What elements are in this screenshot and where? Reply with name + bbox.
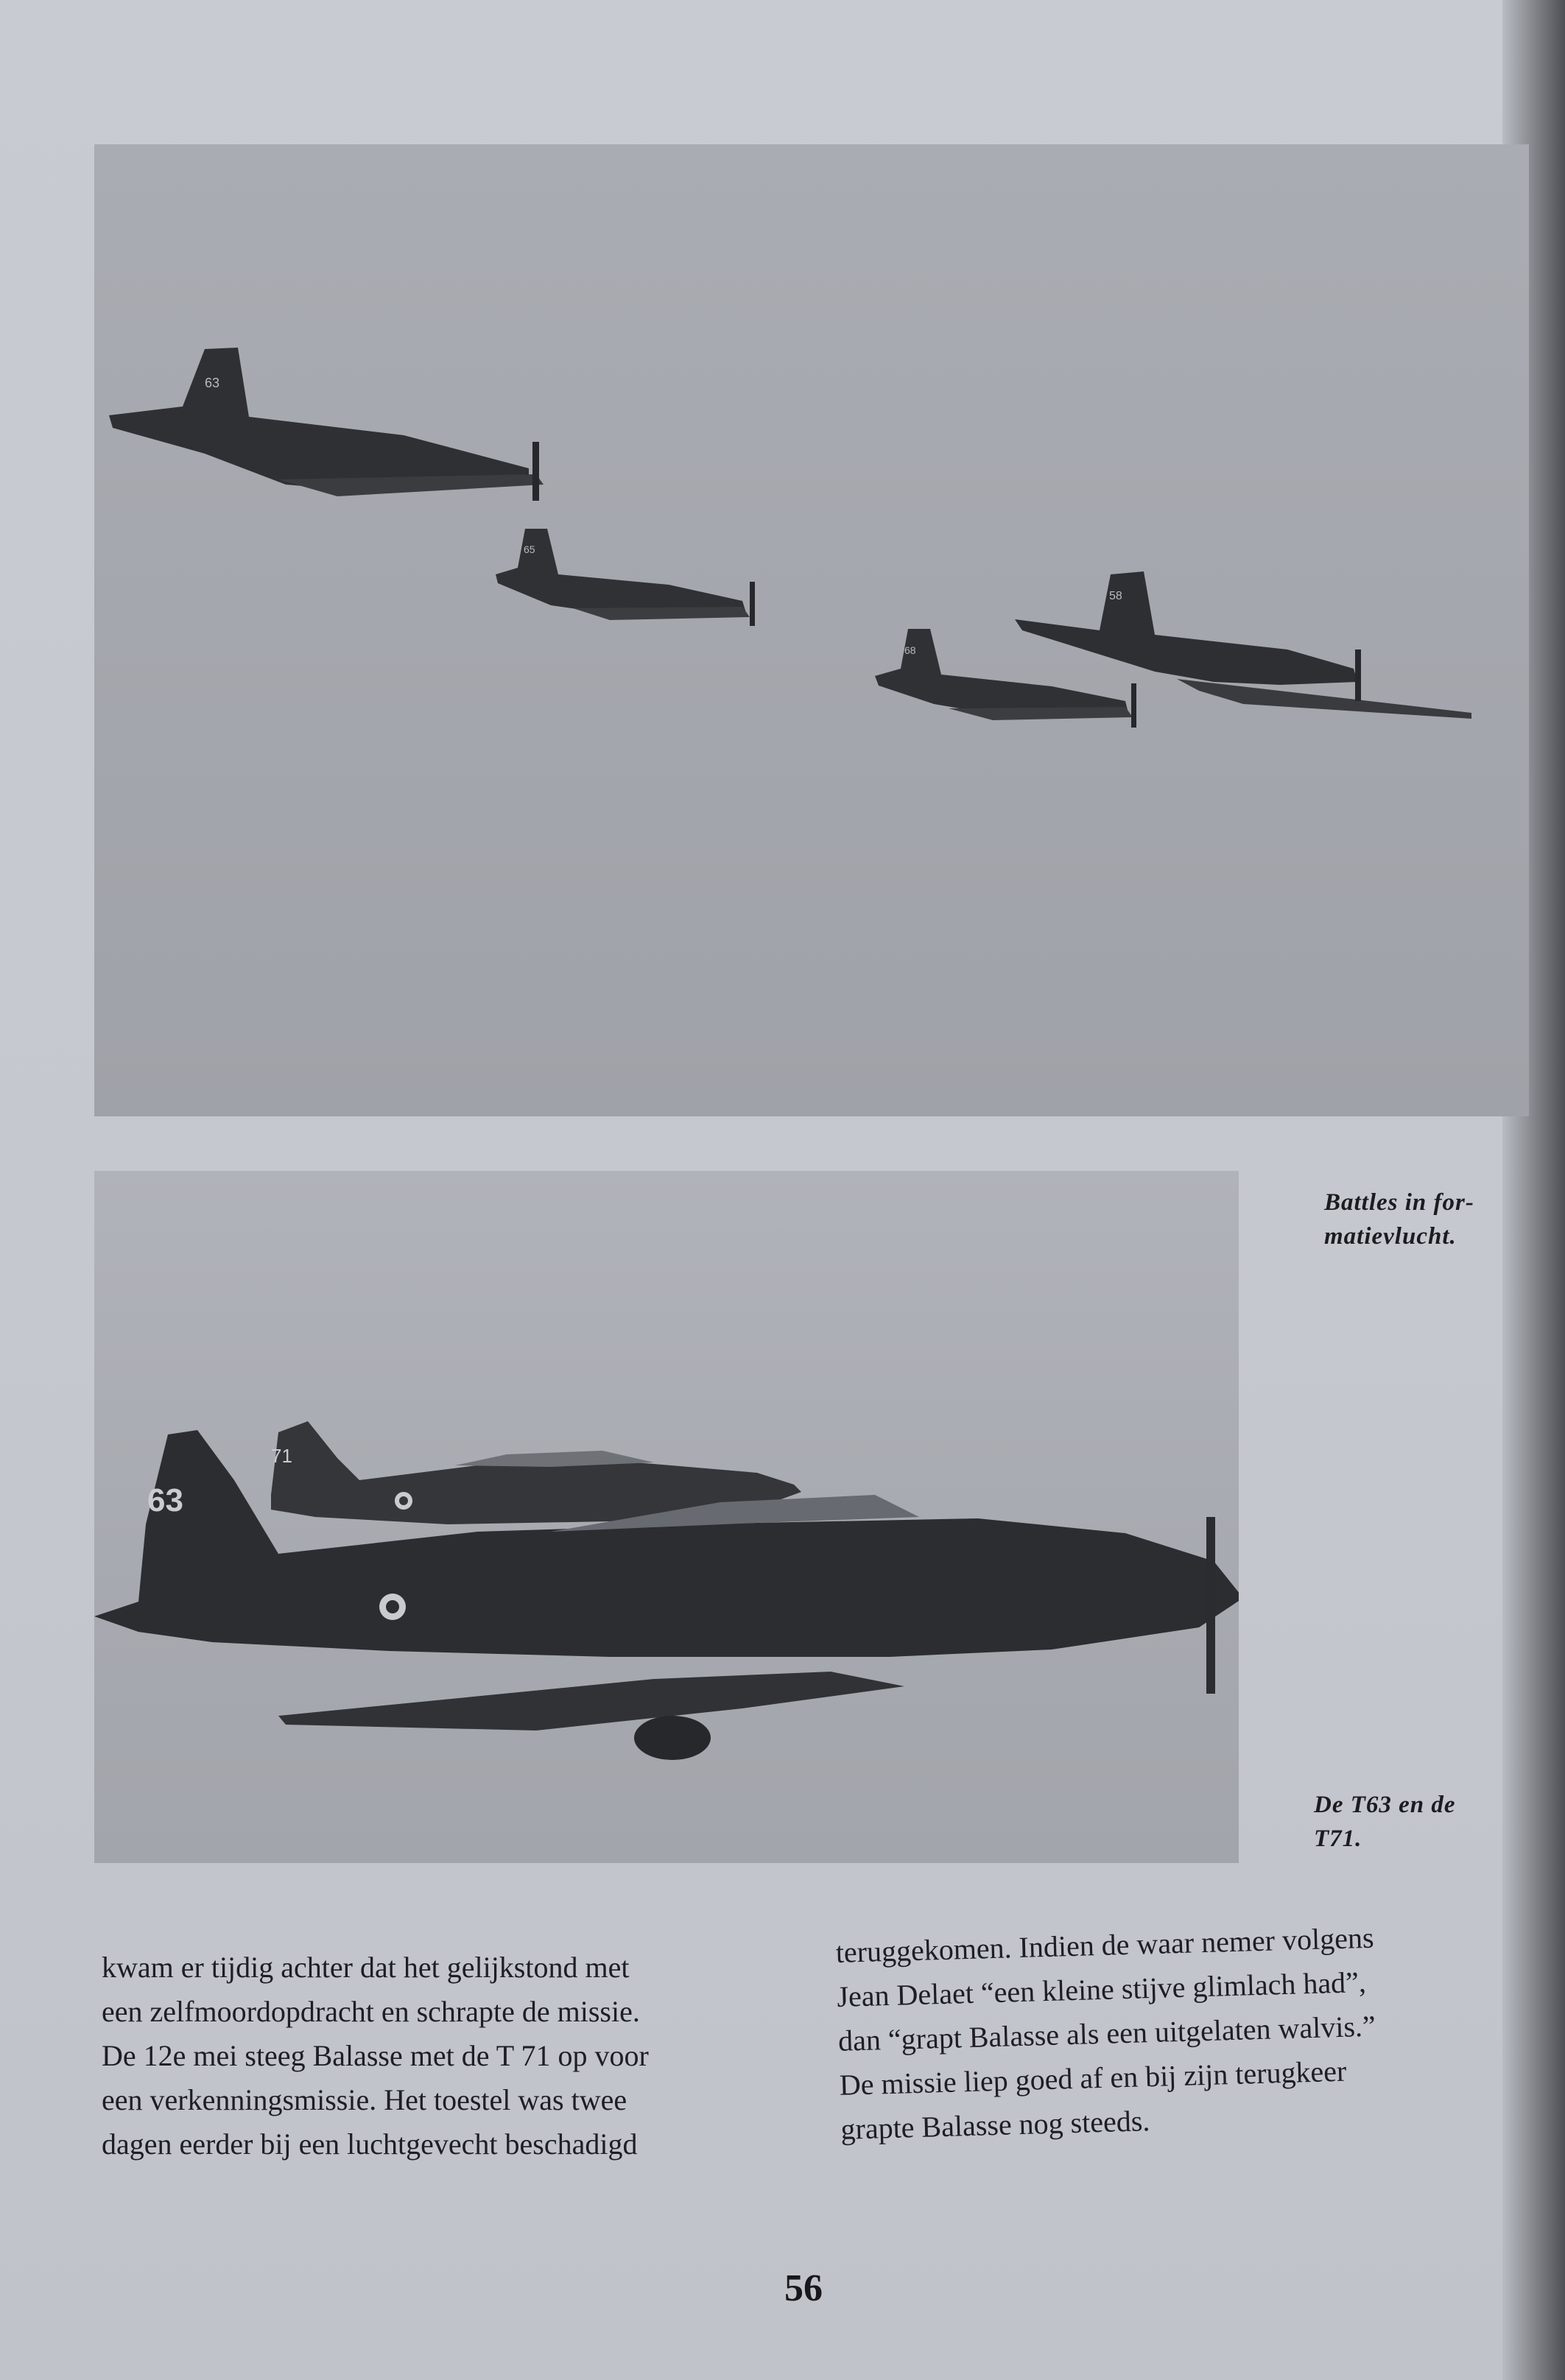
body-text-left-column [102, 1946, 794, 2166]
aircraft-marking-65: 65 [524, 543, 535, 555]
caption-line: matievlucht. [1324, 1223, 1457, 1250]
t63-t71-caption [1314, 1788, 1505, 1856]
text-line: dan “grapt Balasse als een uitgelaten walvis.” [837, 2009, 1376, 2057]
text-line: De 12e mei steeg Balasse met de T 71 op voor [102, 2039, 649, 2072]
text-line: Jean Delaet “een kleine stijve glimlach had”, [836, 1965, 1367, 2013]
text-line: dagen eerder bij een luchtgevecht beschadigd [102, 2127, 638, 2161]
formation-caption [1324, 1186, 1501, 1253]
body-text-right-column [835, 1912, 1504, 2152]
text-line: De missie liep goed af en bij zijn terugkeer [839, 2054, 1347, 2102]
t63-t71-illustration [94, 1171, 1239, 1863]
text-line: kwam er tijdig achter dat het gelijkstond met [102, 1951, 630, 1984]
caption-line: T71. [1314, 1826, 1362, 1852]
text-line: een zelfmoordopdracht en schrapte de missie. [102, 1995, 640, 2028]
formation-photo [94, 144, 1529, 1116]
caption-line: De T63 en de [1314, 1792, 1456, 1818]
aircraft-marking-68: 68 [904, 644, 916, 656]
aircraft-marking-63: 63 [147, 1482, 183, 1518]
text-line: grapte Balasse nog steeds. [840, 2104, 1150, 2146]
aircraft-65 [496, 529, 755, 626]
text-line: teruggekomen. Indien de waar nemer volgens [835, 1920, 1375, 1969]
text-line: een verkenningsmissie. Het toestel was twee [102, 2083, 627, 2116]
t63-t71-photo [94, 1171, 1239, 1863]
aircraft-marking-58: 58 [1109, 590, 1122, 602]
formation-aircraft-illustration [94, 144, 1529, 1116]
page-number: 56 [784, 2267, 823, 2309]
caption-line: Battles in for- [1324, 1189, 1474, 1216]
aircraft-marking-71: 71 [271, 1445, 292, 1467]
aircraft-marking-63: 63 [205, 376, 220, 390]
aircraft-63 [109, 348, 544, 501]
